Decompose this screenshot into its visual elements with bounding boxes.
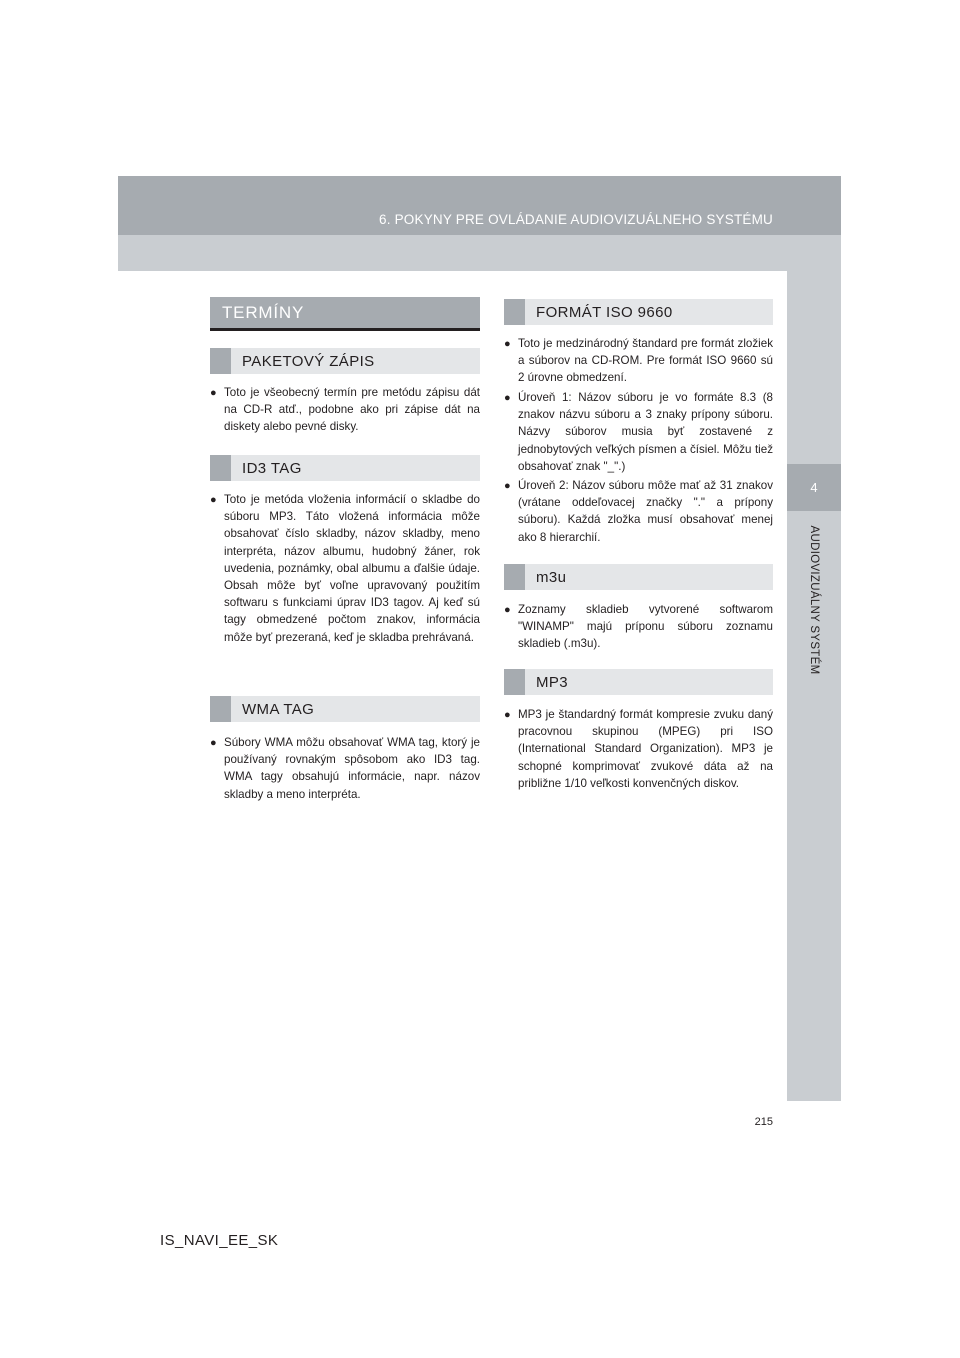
- chapter-number: 4: [787, 464, 841, 511]
- document-code: IS_NAVI_EE_SK: [160, 1232, 279, 1249]
- bullet-text: Toto je medzinárodný štandard pre formát zložiek a súborov na CD-ROM. Pre formát ISO 9660 sú 2 úrovne obmedzení.: [518, 337, 773, 385]
- bullet-text: Toto je metóda vloženia informácií o skladbe do súboru MP3. Táto vložená informácia môže obsahovať číslo skladby, názov skladby, meno interpréta, názov albumu, hudobný žáner, rok uvedenia, poznámky, obal albumu a ďalšie údaje. Obsah môže byť voľne upravovaný použitím softwaru s funkciami úprav ID3 tagov. Aj keď sú tagy obmedzené počtom znakov, informácia môže byť prezeraná, keď je skladba prehrávaná.: [224, 493, 480, 644]
- bullet-icon: ●: [504, 338, 511, 350]
- bullet-icon: ●: [504, 604, 511, 616]
- subheading-label: WMA TAG: [242, 700, 315, 718]
- bullet-text: MP3 je štandardný formát kompresie zvuku daný pracovnou skupinou (MPEG) pri ISO (International Standard Organization). MP3 je schopné komprimovať zvukové dáta až na približne 1/10 veľkosti konvenčných diskov.: [518, 708, 773, 790]
- subheading-id3-tag: [210, 455, 480, 481]
- bullet-item: [504, 706, 773, 792]
- subheading-marker: [504, 299, 525, 325]
- bullet-item: [504, 389, 773, 475]
- subheading-label: PAKETOVÝ ZÁPIS: [242, 352, 375, 370]
- bullet-item: [210, 734, 480, 803]
- bullet-icon: ●: [504, 392, 511, 404]
- bullet-item: [210, 491, 480, 646]
- subheading-label: ID3 TAG: [242, 459, 302, 477]
- subheading-marker: [210, 696, 231, 722]
- subheading-wma-tag: [210, 696, 480, 722]
- bullet-text: Zoznamy skladieb vytvorené softwarom "WINAMP" majú príponu súboru zoznamu skladieb (.m3u).: [518, 603, 773, 651]
- bullet-icon: ●: [210, 387, 217, 399]
- bullet-icon: ●: [504, 709, 511, 721]
- side-tab-label: AUDIOVIZUÁLNY SYSTÉM: [808, 525, 820, 675]
- section-title: TERMÍNY: [210, 297, 480, 331]
- subheading-m3u: [504, 564, 773, 590]
- subheading-marker: [504, 564, 525, 590]
- bullet-item: [504, 335, 773, 387]
- bullet-icon: ●: [210, 737, 217, 749]
- subheading-label: FORMÁT ISO 9660: [536, 303, 673, 321]
- side-tab: [787, 271, 841, 1101]
- bullet-item: [504, 477, 773, 546]
- bullet-icon: ●: [210, 494, 217, 506]
- bullet-text: Toto je všeobecný termín pre metódu zápisu dát na CD-R atď., podobne ako pri zápise dát na diskety alebo pevné disky.: [224, 386, 480, 434]
- subheading-marker: [504, 669, 525, 695]
- subheading-format-iso-9660: [504, 299, 773, 325]
- bullet-item: [504, 601, 773, 653]
- page-number: 215: [754, 1116, 773, 1128]
- subheading-marker: [210, 348, 231, 374]
- bullet-text: Súbory WMA môžu obsahovať WMA tag, ktorý je používaný rovnakým spôsobom ako ID3 tag. WMA tagy obsahujú informácie, napr. názov skladby a meno interpréta.: [224, 736, 480, 801]
- chapter-title: 6. POKYNY PRE OVLÁDANIE AUDIOVIZUÁLNEHO SYSTÉMU: [378, 212, 773, 227]
- bullet-icon: ●: [504, 480, 511, 492]
- subheading-marker: [210, 455, 231, 481]
- subheading-label: m3u: [536, 568, 567, 586]
- subheading-mp3: [504, 669, 773, 695]
- bullet-text: Úroveň 2: Názov súboru môže mať až 31 znakov (vrátane oddeľovacej značky "." a prípony súboru). Každá zložka musí obsahovať menej ako 8 hierarchií.: [518, 479, 773, 544]
- bullet-item: [210, 384, 480, 436]
- subheading-label: MP3: [536, 673, 569, 691]
- bullet-text: Úroveň 1: Názov súboru je vo formáte 8.3 (8 znakov názvu súboru a 3 znaky prípony súboru. Názvy súborov musia byť zostavené z jednobytových veľkých písmen a čísiel. Môžu tiež obsahovať znak "_".): [518, 391, 773, 473]
- subheading-paketovy-zapis: [210, 348, 480, 374]
